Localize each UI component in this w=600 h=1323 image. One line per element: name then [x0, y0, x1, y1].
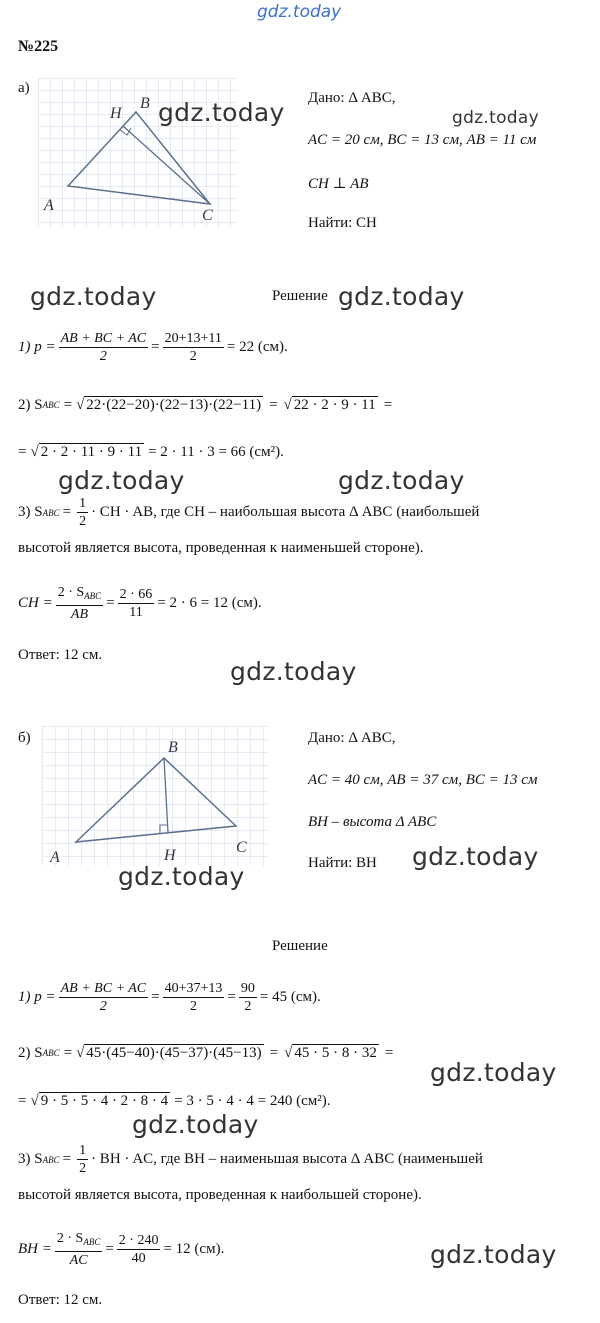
part-b-label-a: A — [50, 849, 60, 866]
part-b-label-b: B — [168, 739, 178, 756]
part-a-given-title: Дано: Δ ABC, — [308, 90, 396, 106]
part-a-label-c: C — [202, 207, 213, 224]
part-b-find: Найти: BH — [308, 855, 377, 871]
part-b-given-height: BH – высота Δ ABC — [308, 814, 437, 830]
watermark: gdz.today — [338, 282, 465, 311]
part-a-step1: 1) p = $\frac{AB + BC + AC}{2}$ = $\frac{20+13+11}{2}$ = 22 (см). — [18, 331, 288, 364]
watermark: gdz.today — [158, 98, 285, 127]
part-a-step2-cont: = √ 2 · 2 · 11 · 9 · 11 = 2 · 11 · 3 = 66 (см²). — [18, 443, 284, 460]
watermark: gdz.today — [430, 1240, 557, 1269]
part-b-step3: 3) S ABC = $\frac{1}{2}$ · BH · AC, где BH – наименьшая высота Δ ABC (наименьшей — [18, 1143, 483, 1176]
part-a-step3-text2: высотой является высота, проведенная к наименьшей стороне). — [18, 540, 424, 556]
part-a-step3: 3) S ABC = $\frac{1}{2}$ · CH · AB, где CH – наибольшая высота Δ ABC (наибольшей — [18, 496, 480, 529]
part-b-solution-title: Решение — [272, 938, 328, 954]
part-b-given-title: Дано: Δ ABC, — [308, 730, 396, 746]
part-a-given-sides: AC = 20 см, BC = 13 см, AB = 11 см — [308, 132, 537, 148]
watermark: gdz.today — [452, 108, 539, 128]
site-logo[interactable]: gdz.today — [257, 2, 342, 22]
part-a-ch-formula: CH = $\frac{2 \cdot S_{ABC}}{AB}$ = $\frac{2 \cdot 66}{11}$ = 2 · 6 = 12 (см). — [18, 585, 262, 622]
part-b-answer: Ответ: 12 см. — [18, 1292, 103, 1308]
part-a-label: а) — [18, 80, 30, 96]
part-a-label-b: B — [140, 95, 150, 112]
part-a-label-h: H — [110, 105, 122, 122]
part-b-step3-text2: высотой является высота, проведенная к наибольшей стороне). — [18, 1187, 422, 1203]
part-b-step2: 2) S ABC = √ 45·(45−40)·(45−37)·(45−13) = √ 45 · 5 · 8 · 32 = — [18, 1044, 394, 1061]
problem-number: №225 — [18, 38, 59, 55]
part-a-given-perp: CH ⊥ AB — [308, 176, 369, 192]
part-b-step1: 1) p = $\frac{AB + BC + AC}{2}$ = $\frac{40+37+13}{2}$ = $\frac{90}{2}$ = 45 (см). — [18, 981, 321, 1014]
part-b-label-h: H — [164, 847, 176, 864]
part-a-find: Найти: CH — [308, 215, 377, 231]
watermark: gdz.today — [430, 1058, 557, 1087]
part-a-solution-title: Решение — [272, 288, 328, 304]
part-a-label-a: A — [44, 197, 54, 214]
part-a-step2: 2) S ABC = √ 22·(22−20)·(22−13)·(22−11) = √ 22 · 2 · 9 · 11 = — [18, 396, 393, 413]
watermark: gdz.today — [412, 842, 539, 871]
part-a-answer: Ответ: 12 см. — [18, 647, 103, 663]
part-b-label-c: C — [236, 839, 247, 856]
watermark: gdz.today — [118, 862, 245, 891]
watermark: gdz.today — [132, 1110, 259, 1139]
part-b-bh-formula: BH = $\frac{2 \cdot S_{ABC}}{AC}$ = $\frac{2 \cdot 240}{40}$ = 12 (см). — [18, 1231, 225, 1268]
part-b-label: б) — [18, 730, 31, 746]
part-b-given-sides: AC = 40 см, AB = 37 см, BC = 13 см — [308, 772, 538, 788]
part-b-step2-cont: = √ 9 · 5 · 5 · 4 · 2 · 8 · 4 = 3 · 5 · 4 · 4 = 240 (см²). — [18, 1092, 331, 1109]
watermark: gdz.today — [30, 282, 157, 311]
part-b-triangle-figure — [42, 726, 268, 866]
watermark: gdz.today — [230, 657, 357, 686]
watermark: gdz.today — [338, 466, 465, 495]
watermark: gdz.today — [58, 466, 185, 495]
